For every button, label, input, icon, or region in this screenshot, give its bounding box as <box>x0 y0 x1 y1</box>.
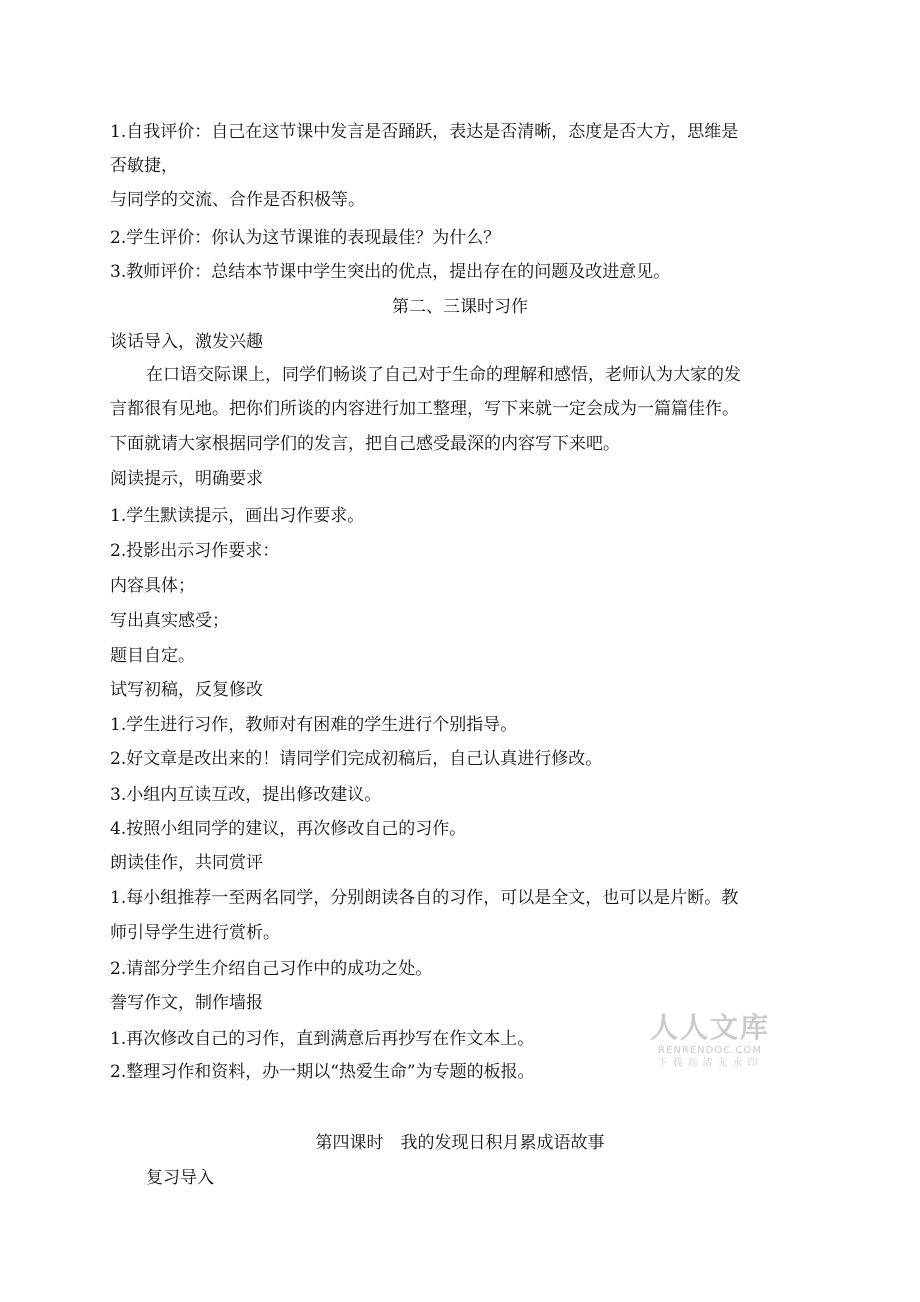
intro-paragraph-line-2: 言都很有见地。把你们所谈的内容进行加工整理，写下来就一定会成为一篇篇佳作。 <box>110 399 739 419</box>
teacher-evaluation-line: 3.教师评价：总结本节课中学生突出的优点，提出存在的问题及改进意见。 <box>110 262 671 282</box>
self-evaluation-line: 1.自我评价：自己在这节课中发言是否踊跃，表达是否清晰，态度是否大方，思维是 <box>110 122 739 142</box>
copying-item-2: 2.整理习作和资料，办一期以“热爱生命”为专题的板报。 <box>110 1062 535 1082</box>
drafting-item-1: 1.学生进行习作，教师对有困难的学生进行个别指导。 <box>110 715 518 735</box>
subheading-review: 复习导入 <box>146 1168 214 1188</box>
watermark-title: 人人文库 <box>649 1011 770 1044</box>
section-heading-writing: 第二、三课时习作 <box>392 297 528 317</box>
intro-paragraph-line-3: 下面就请大家根据同学们的发言，把自己感受最深的内容写下来吧。 <box>110 434 620 454</box>
watermark-logo <box>648 1012 772 1070</box>
self-evaluation-continued: 否敏捷， <box>110 156 178 176</box>
subheading-reading: 阅读提示，明确要求 <box>110 469 263 489</box>
subheading-drafting: 试写初稿，反复修改 <box>110 680 263 700</box>
drafting-item-4: 4.按照小组同学的建议，再次修改自己的习作。 <box>110 819 467 839</box>
section-heading-lesson-four: 第四课时 我的发现日积月累成语故事 <box>315 1133 605 1153</box>
intro-paragraph-line-1: 在口语交际课上，同学们畅谈了自己对于生命的理解和感悟，老师认为大家的发 <box>146 365 741 385</box>
subheading-copying: 誊写作文，制作墙报 <box>110 993 263 1013</box>
subheading-intro: 谈话导入，激发兴趣 <box>110 332 263 352</box>
reading-aloud-item-1: 1.每小组推荐一至两名同学，分别朗读各自的习作，可以是全文，也可以是片断。教 <box>110 888 739 908</box>
watermark-tagline: 下载高清无水印 <box>657 1058 763 1069</box>
reading-item-1: 1.学生默读提示，画出习作要求。 <box>110 506 365 526</box>
requirement-1: 内容具体； <box>110 576 195 596</box>
reading-aloud-item-1-continued: 师引导学生进行赏析。 <box>110 923 280 943</box>
reading-item-2: 2.投影出示习作要求： <box>110 541 280 561</box>
requirement-3: 题目自定。 <box>110 646 195 666</box>
copying-item-1: 1.再次修改自己的习作，直到满意后再抄写在作文本上。 <box>110 1029 535 1049</box>
requirement-2: 写出真实感受； <box>110 611 229 631</box>
self-evaluation-continued-2: 与同学的交流、合作是否积极等。 <box>110 190 365 210</box>
drafting-item-3: 3.小组内互读互改，提出修改建议。 <box>110 785 382 805</box>
reading-aloud-item-2: 2.请部分学生介绍自己习作中的成功之处。 <box>110 959 433 979</box>
watermark-url: RENRENDOC.COM <box>658 1045 762 1056</box>
drafting-item-2: 2.好文章是改出来的！请同学们完成初稿后，自己认真进行修改。 <box>110 749 603 769</box>
student-evaluation-line: 2.学生评价：你认为这节课谁的表现最佳？为什么？ <box>110 228 501 248</box>
subheading-reading-aloud: 朗读佳作，共同赏评 <box>110 853 263 873</box>
